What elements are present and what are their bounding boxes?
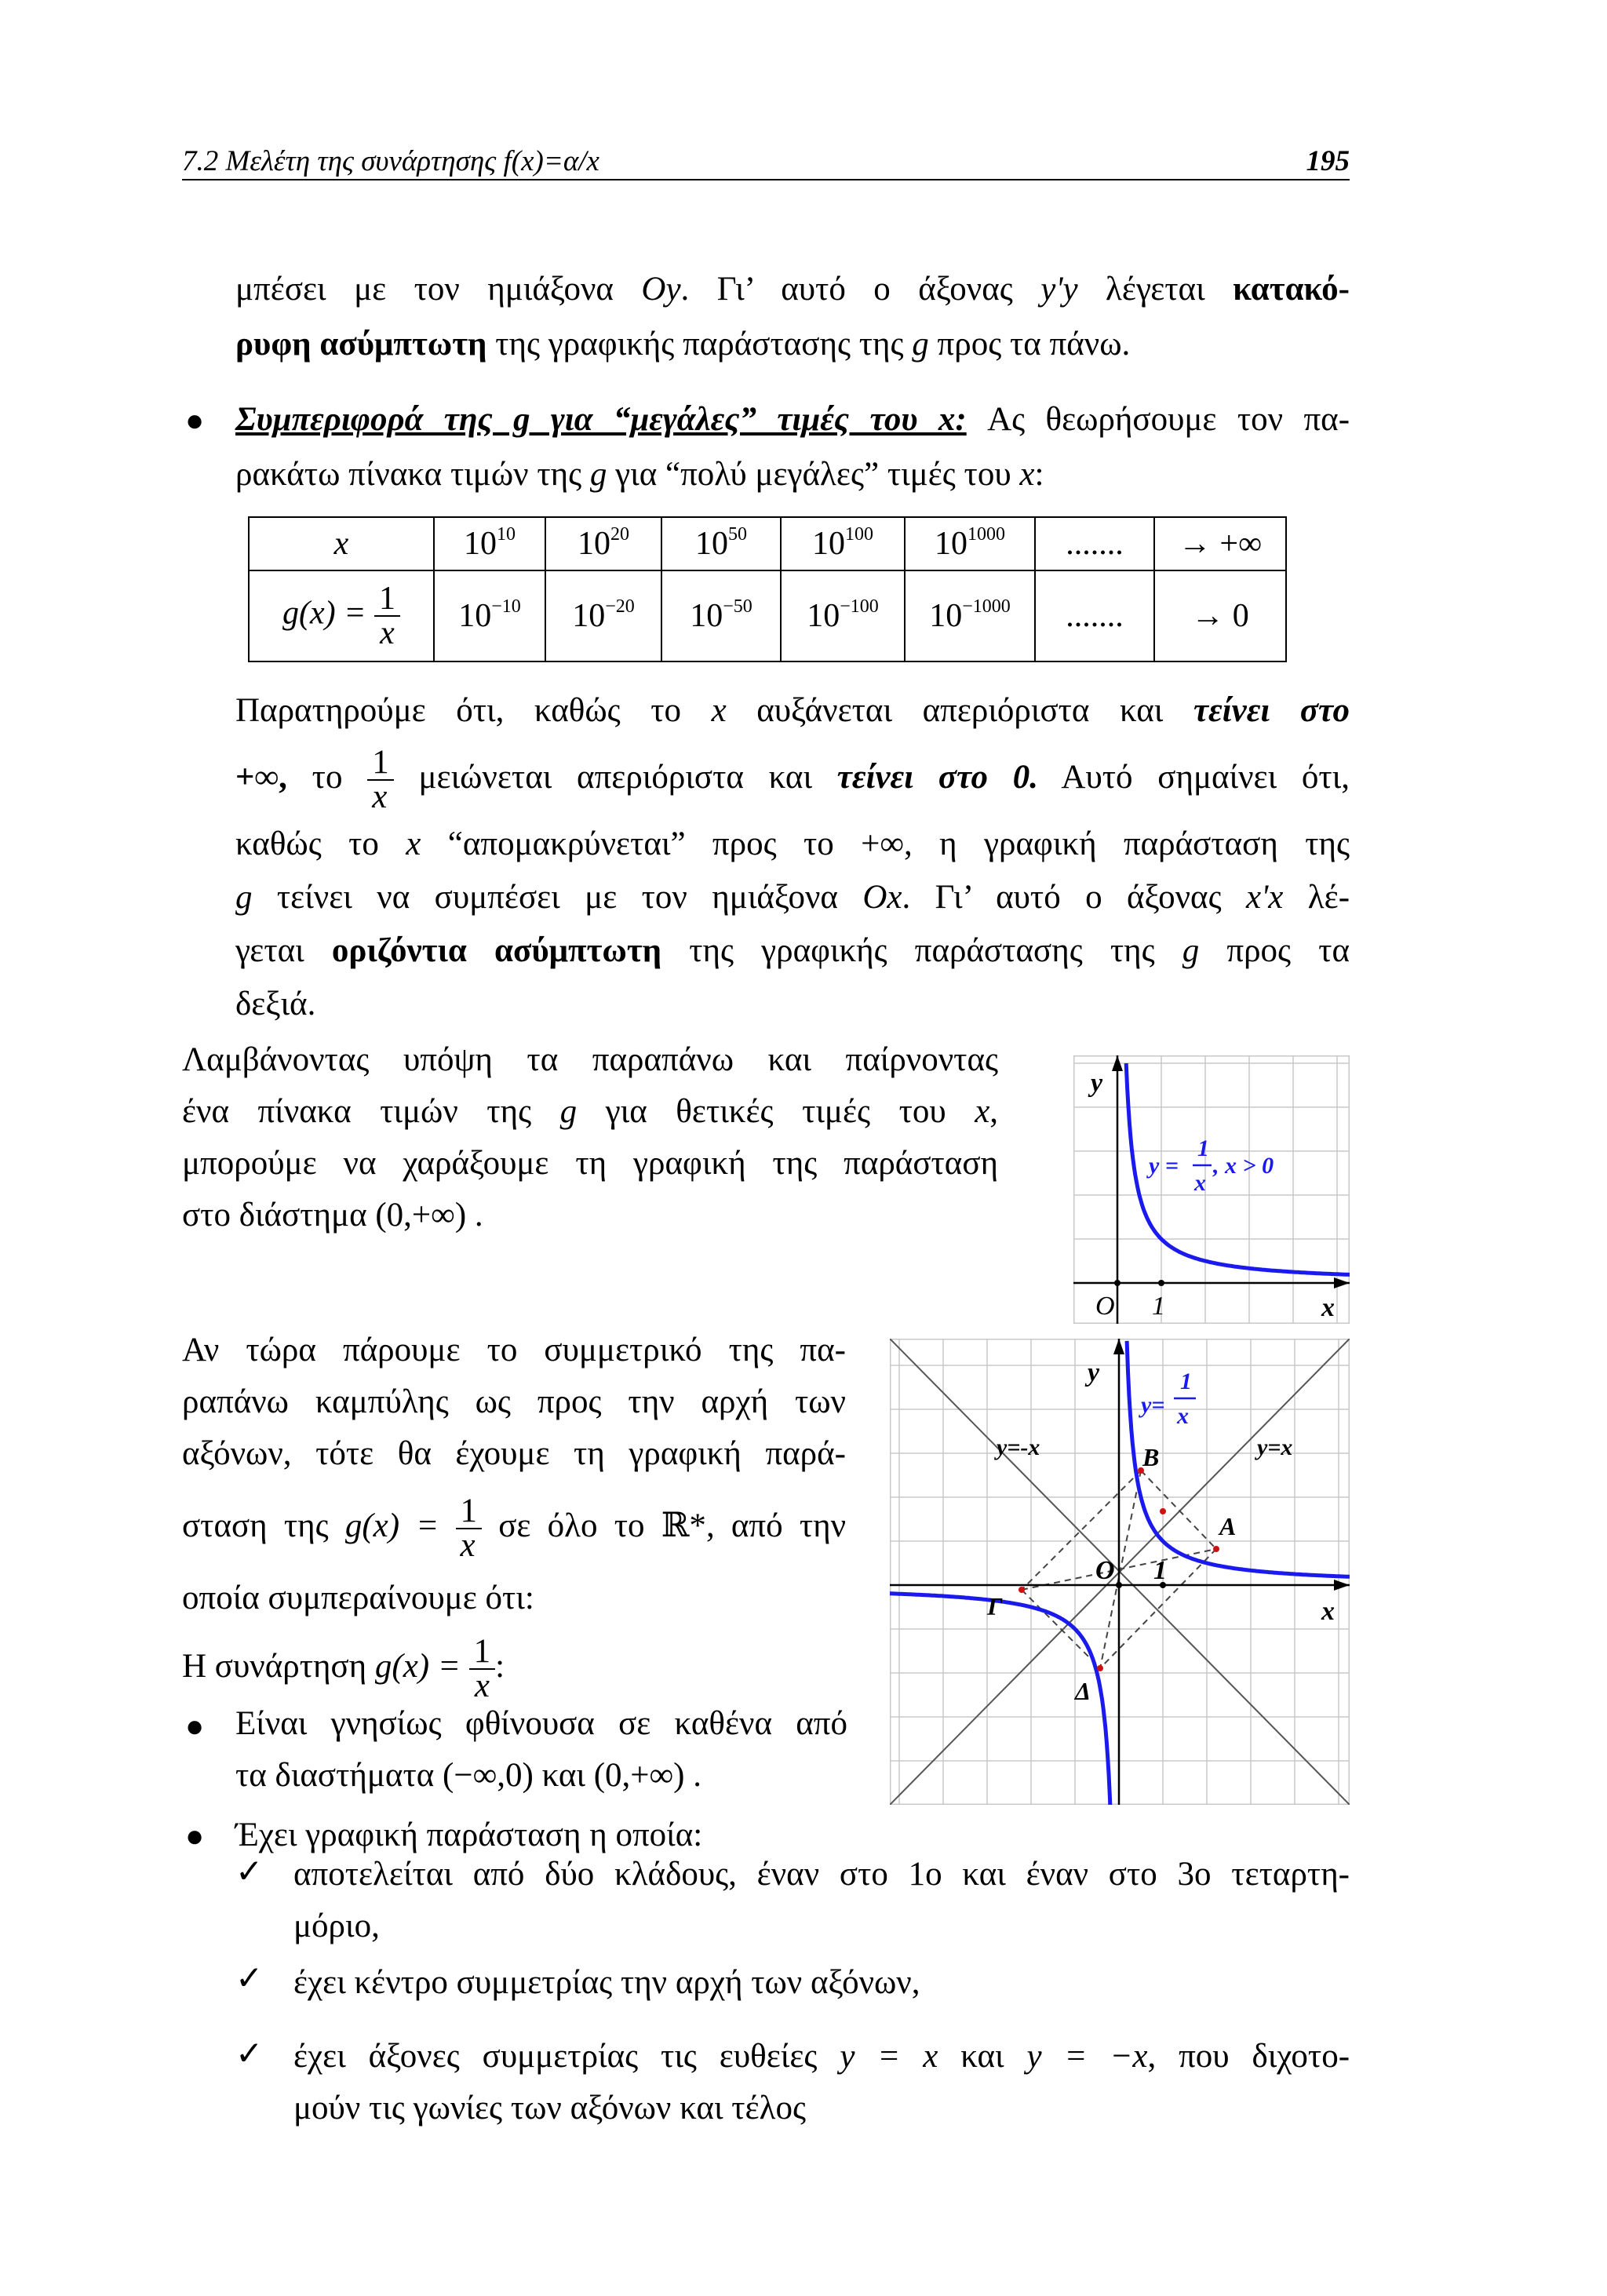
graph2-x-arrow-icon — [1334, 1580, 1350, 1591]
table-header-x: x — [249, 517, 434, 570]
table-cell: $10^{-20}$ — [545, 570, 661, 661]
table-cell: ....... — [1035, 517, 1154, 570]
bullet-decreasing — [235, 1698, 847, 1802]
graph2-y-arrow-icon — [1113, 1339, 1124, 1354]
checkmark-icon: ✓ — [235, 1854, 264, 1890]
observation-line-5: γεται οριζόντια ασύμπτωτη της γραφικής παράστασης της g προς τα — [235, 932, 1350, 969]
graph2-y-label: y — [1088, 1358, 1100, 1387]
positive-line-3: μπορούμε να χαράξουμε τη γραφική της παράσταση — [182, 1145, 998, 1182]
check1-line-2: μόριο, — [293, 1908, 380, 1944]
graph1-equation — [1146, 1135, 1274, 1196]
intro-paragraph — [235, 262, 1350, 372]
observation-line-1: Παρατηρούμε ότι, καθώς το x αυξάνεται απεριόριστα και τείνει στο — [235, 692, 1350, 729]
graph2-line-pos-label: y=x — [1257, 1434, 1293, 1460]
positive-branch-paragraph — [182, 1034, 998, 1241]
graph1-y-label: y — [1091, 1069, 1103, 1098]
check-center: έχει κέντρο συμμετρίας την αρχή των αξόνων, — [293, 1964, 920, 2001]
point-a-label: A — [1219, 1512, 1237, 1540]
graph1-one-label: 1 — [1152, 1292, 1165, 1321]
observation-paragraph — [235, 684, 1350, 1031]
table-cell: ....... — [1035, 570, 1154, 661]
graph2-dash — [1022, 1471, 1141, 1590]
positive-line-1: Λαμβάνοντας υπόψη τα παραπάνω και παίρνοντας — [182, 1041, 998, 1078]
check1-line-1: αποτελείται από δύο κλάδους, έναν στο 1ο και έναν στο 3ο τεταρτη- — [293, 1856, 1350, 1893]
graph1-eq-num: 1 — [1197, 1135, 1209, 1161]
checkmark-icon: ✓ — [235, 1961, 264, 1997]
observation-line-4: g τείνει να συμπέσει με τον ημιάξονα Ox. Γι’ αυτό ο άξονας x'x λέ- — [235, 879, 1350, 916]
graph2-dash — [1141, 1471, 1216, 1549]
graph1-origin-dot — [1114, 1280, 1121, 1286]
symmetric-line-2: ραπάνω καμπύλης ως προς την αρχή των — [182, 1383, 846, 1420]
table-cell: $10^{1000}$ — [905, 517, 1035, 570]
graph2-one-label: 1 — [1153, 1556, 1167, 1585]
symmetric-line-5: οποία συμπεραίνουμε ότι: — [182, 1580, 534, 1616]
positive-line-4: στο διάστημα (0,+∞) . — [182, 1197, 483, 1234]
bullet-dot: ● — [185, 1708, 205, 1744]
graph1-x-label: x — [1321, 1293, 1335, 1322]
bullet-dot: ● — [185, 403, 205, 438]
graph2-x-label: x — [1321, 1597, 1335, 1626]
page-number: 195 — [1306, 145, 1350, 177]
observation-line-2: +∞, το $\frac{1}{x}$ μειώνεται απεριόριστα και τείνει στο 0. Αυτό σημαίνει ότι, — [235, 744, 1350, 816]
symmetric-line-6: Η συνάρτηση g(x) = $\frac{1}{x}$ : — [182, 1633, 505, 1705]
intro-line-2: ρυφη ασύμπτωτη της γραφικής παράστασης της g προς τα πάνω. — [235, 326, 1131, 363]
symmetric-line-4: σταση της g(x) = $\frac{1}{x}$ σε όλο το ℝ*, από την — [182, 1492, 847, 1565]
large-values-paragraph — [235, 392, 1350, 502]
table-cell: $10^{50}$ — [661, 517, 781, 570]
table-cell: $10^{-50}$ — [661, 570, 781, 661]
table-cell: $10^{-100}$ — [781, 570, 905, 661]
graph2-origin-label: O — [1095, 1556, 1115, 1585]
bullet1-line-1: Είναι γνησίως φθίνουσα σε καθένα από — [235, 1705, 847, 1742]
positive-line-2: ένα πίνακα τιμών της g για θετικές τιμές του x, — [182, 1093, 999, 1130]
graph1-eq-cond: , x > 0 — [1213, 1153, 1274, 1179]
table-cell: $10^{10}$ — [434, 517, 545, 570]
intro-line-1: μπέσει με τον ημιάξονα Oy. Γι’ αυτό ο άξονας y'y λέγεται κατακό- — [235, 271, 1350, 308]
symmetric-line-3: αξόνων, τότε θα έχουμε τη γραφική παρά- — [182, 1435, 846, 1472]
point-b-label: B — [1142, 1443, 1160, 1471]
table-cell: $10^{20}$ — [545, 517, 661, 570]
checkmark-icon: ✓ — [235, 2036, 264, 2072]
point-g-label: Γ — [987, 1592, 1003, 1620]
check-branches — [293, 1849, 1350, 1952]
graph-positive-branch — [1073, 1055, 1350, 1324]
observation-line-3: καθώς το x “απομακρύνεται” προς το +∞, η γραφική παράσταση της — [235, 825, 1350, 862]
graph1-origin-label: O — [1095, 1292, 1115, 1321]
graph2-eq-y: y= — [1141, 1392, 1165, 1418]
table-cell: → +∞ — [1154, 517, 1286, 570]
check-axes — [293, 2031, 1350, 2134]
bullet-dot: ● — [185, 1818, 205, 1853]
bullet1-line-2: τα διαστήματα (−∞,0) και (0,+∞) . — [235, 1757, 701, 1794]
section-title: 7.2 Μελέτη της συνάρτησης f(x)=α/x — [182, 145, 599, 177]
graph1-eq-den: x — [1194, 1170, 1206, 1196]
values-table — [248, 516, 1287, 662]
bullet-graph-props: Έχει γραφική παράσταση η οποία: — [235, 1817, 703, 1853]
curve-midpoint-dot — [1160, 1508, 1166, 1514]
observation-line-6: δεξιά. — [235, 986, 316, 1022]
large-values-line-2: ρακάτω πίνακα τιμών της g για “πολύ μεγάλες” τιμές του x: — [235, 456, 1044, 493]
graph2-line-neg-label: y=-x — [997, 1434, 1040, 1460]
check3-line-2: μούν τις γωνίες των αξόνων και τέλος — [293, 2090, 806, 2127]
symmetric-line-1: Αν τώρα πάρουμε το συμμετρικό της πα- — [182, 1332, 846, 1368]
graph2-origin-dot — [1116, 1582, 1122, 1588]
graph-full-hyperbola — [890, 1339, 1350, 1805]
table-cell: $10^{100}$ — [781, 517, 905, 570]
table-row-g — [249, 570, 1286, 661]
graph1-x-arrow-icon — [1334, 1277, 1350, 1288]
table-cell: $10^{-1000}$ — [905, 570, 1035, 661]
page-header — [182, 143, 1350, 180]
table-cell: → 0 — [1154, 570, 1286, 661]
graph1-eq-y: y = — [1149, 1153, 1179, 1179]
point-g-dot — [1018, 1587, 1025, 1593]
graph2-equation — [1139, 1368, 1196, 1429]
symmetric-paragraph — [182, 1325, 846, 1709]
table-header-g: g(x) = $\frac{1}{x}$ — [249, 570, 434, 661]
table-cell: $10^{-10}$ — [434, 570, 545, 661]
point-d-dot — [1097, 1665, 1103, 1671]
large-values-line-1: Συμπεριφορά της g για “μεγάλες” τιμές του x: Ας θεωρήσουμε τον πα- — [235, 401, 1350, 438]
graph2-eq-den: x — [1177, 1403, 1189, 1429]
graph2-eq-num: 1 — [1180, 1368, 1192, 1394]
point-d-label: Δ — [1075, 1677, 1091, 1705]
point-a-dot — [1213, 1546, 1219, 1552]
graph1-unit-dot — [1158, 1280, 1164, 1286]
table-row-x — [249, 517, 1286, 570]
check3-line-1: έχει άξονες συμμετρίας τις ευθείες y = x και y = −x, που διχοτο- — [293, 2038, 1350, 2075]
